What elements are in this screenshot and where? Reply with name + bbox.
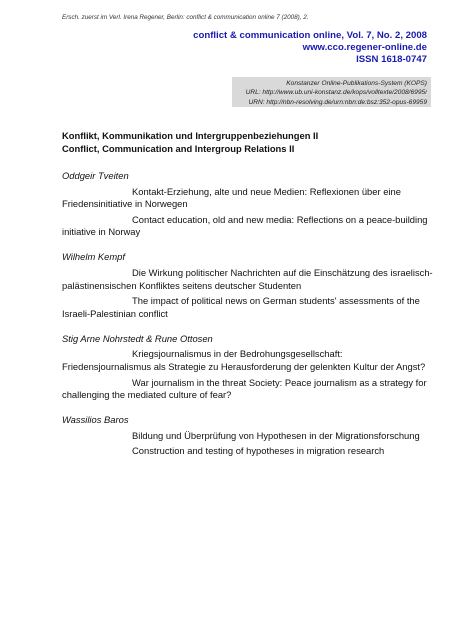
article-title-de: Kriegsjournalismus in der Bedrohungsgesellschaft: Friedensjournalismus als Strategie zu Herausforderung der gelenkten Kultur der Angst? [62,348,426,372]
article-entry [62,414,434,458]
article-title-en: War journalism in the threat Society: Peace journalism as a strategy for challenging the mediated culture of fear? [62,376,427,401]
article-title-en: Contact education, old and new media: Reflections on a peace-building initiative in Norway [62,213,428,238]
article-list [62,170,434,470]
article-entry [62,251,434,320]
journal-website[interactable]: www.cco.regener-online.de [302,42,427,53]
journal-title: conflict & communication online, Vol. 7, No. 2, 2008 [193,30,427,41]
article-entry [62,170,434,239]
article-entry [62,333,434,402]
issue-title-de: Konflikt, Kommunikation und Intergruppenbeziehungen II [62,130,319,141]
article-author: Wilhelm Kempf [62,251,125,263]
article-title-en: Construction and testing of hypotheses in migration research [132,445,385,457]
article-title-de: Bildung und Überprüfung von Hypothesen in der Migrationsforschung [132,429,420,441]
kops-name: Konstanzer Online-Publikations-System (KOPS) [286,80,427,87]
journal-info [193,30,427,66]
article-title-de: Kontakt-Erziehung, alte und neue Medien: Reflexionen über eine Friedensinitiative in Norwegen [62,185,401,210]
journal-issn: ISSN 1618-0747 [356,54,427,65]
kops-url[interactable]: URL: http://www.ub.uni-konstanz.de/kops/volltexte/2008/6995/ [245,89,427,97]
article-title-en: The impact of political news on German students' assessments of the Israeli-Palestinian conflict [62,295,420,319]
article-author: Oddgeir Tveiten [62,170,129,181]
article-title-de: Die Wirkung politischer Nachrichten auf die Einschätzung des israelisch-palästinensischen Konfliktes seitens deutscher Studenten [62,266,433,291]
kops-urn[interactable]: URN: http://nbn-resolving.de/urn:nbn:de:bsz:352-opus-69959 [248,98,427,106]
running-head: Ersch. zuerst im Verl. Irena Regener, Berlin: conflict & communication online 7 (2008), 2. [62,14,309,21]
kops-info-box [232,77,431,107]
article-author: Stig Arne Nohrstedt & Rune Ottosen [62,332,213,344]
issue-title [62,130,432,155]
article-author: Wassilios Baros [62,414,129,426]
issue-title-en: Conflict, Communication and Intergroup Relations II [62,142,295,154]
